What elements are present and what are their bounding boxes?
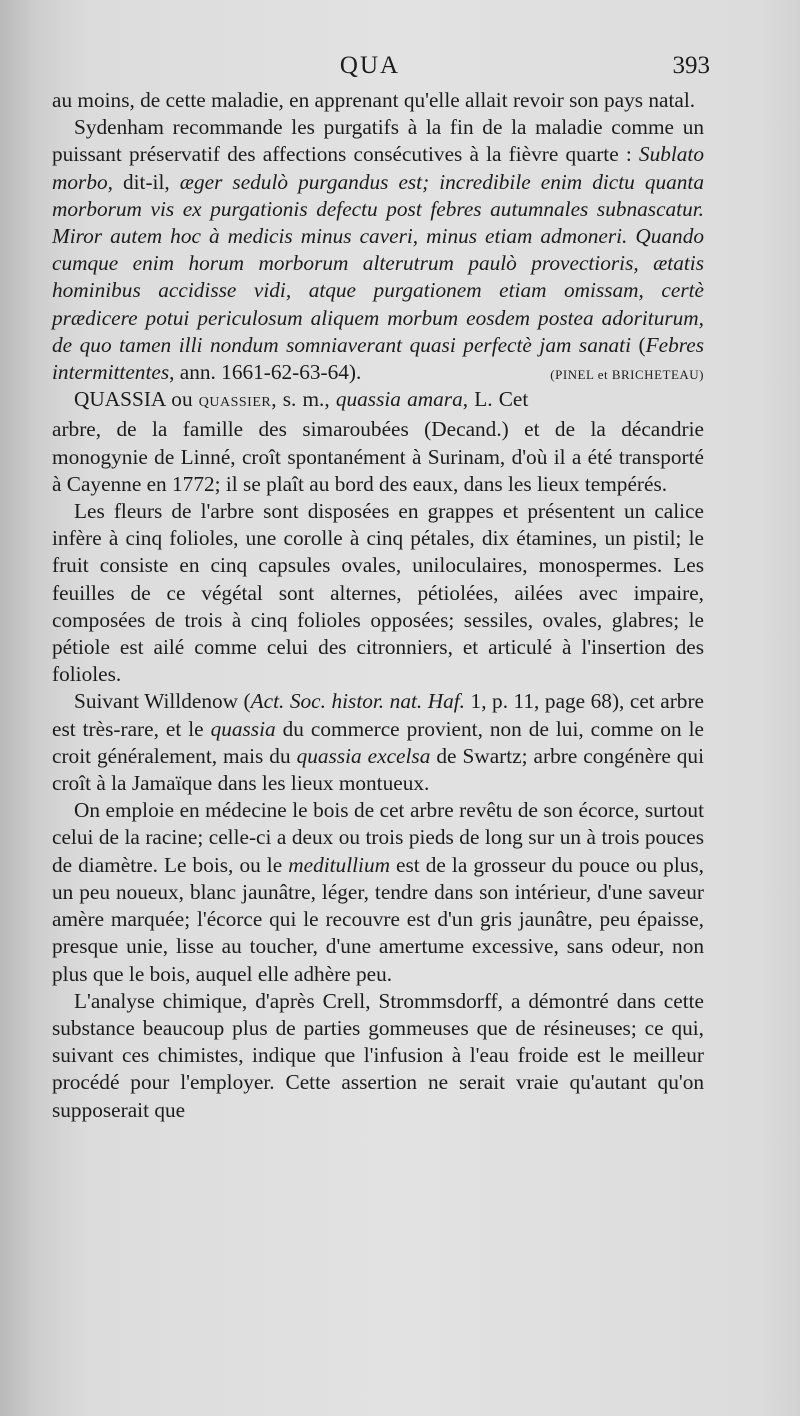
entry-variant: QUASSIER xyxy=(198,395,272,411)
paragraph-continuation xyxy=(52,87,704,114)
paragraph-text: Les fleurs de l'arbre sont disposées en grappes et présentent un calice infère à cinq folioles, une corolle à cinq pétales, dix étamines, un pistil; le fruit consiste en cinq capsules ovales, uniloculaires, monospermes. Les feuilles de ce végétal sont alternes, pétiolées, ailées avec impaire, composées de trois à cinq folioles opposées; sessiles, ovales, glabres; le pétiole est ailé comme celui des citronniers, et articulé à l'insertion des folioles. xyxy=(52,499,704,687)
latin-name: meditullium xyxy=(288,852,390,877)
paragraph-text: , s. m., xyxy=(271,387,336,412)
paragraph-text: de Swartz; arbre congénère qui croît à la Jamaïque dans les lieux montueux. xyxy=(52,743,704,796)
citation: Act. Soc. histor. nat. Haf. xyxy=(250,689,466,714)
paragraph-text: On emploie en médecine le bois de cet arbre revêtu de son écorce, surtout celui de la racine; celle-ci a deux ou trois pieds de long sur un à trois pouces de diamètre. Le bois, ou le xyxy=(52,798,704,877)
body-text xyxy=(52,87,704,1124)
citation: Febres intermittentes xyxy=(52,332,704,385)
paragraph-text: est de la grosseur du pouce ou plus, un peu noueux, blanc jaunâtre, léger, tendre dans son intérieur, d'une saveur amère marquée; l'écorce qui le recouvre est d'un gris jaunâtre, peu épaisse, presque unie, lisse au toucher, d'une amertume excessive, sans odeur, non plus que le bois, auquel elle adhère peu. xyxy=(52,852,705,986)
paragraph-text: du commerce provient, non de lui, comme on le croit généralement, mais du xyxy=(52,716,704,768)
paragraph-text: Sydenham recommande les purgatifs à la fin de la maladie comme un puissant préservatif des affections consécutives à la fièvre quarte : xyxy=(52,115,704,167)
paragraph-willdenow xyxy=(52,688,704,797)
paragraph-flowers xyxy=(52,498,704,688)
latin-name: quassia xyxy=(210,716,276,741)
entry-headword: QUASSIA xyxy=(74,387,166,412)
paragraph-text: L'analyse chimique, d'après Crell, Strommsdorff, a démontré dans cette substance beaucoup plus de parties gommeuses que de résineuses; ce qui, suivant ces chimistes, indique que l'infusion à l'eau froide est le meilleur procédé pour l'employer. Cette assertion ne serait vraie qu'autant qu'on supposerait que xyxy=(52,988,704,1122)
latin-name: quassia excelsa xyxy=(296,743,431,768)
paragraph-text: Suivant Willdenow ( xyxy=(74,689,251,714)
paragraph-text: ou xyxy=(165,387,199,412)
paragraph-text: , L. Cet arbre, de la famille des simaroubées (Decand.) et de la décandrie monogynie de Linné, croît spontanément à Surinam, d'où il a été transporté à Cayenne en 1772; il se plaît au bord des eaux, dans les lieux tempérés. xyxy=(52,387,704,496)
paragraph-text: 1, p. 11, page 68), cet arbre est très-rare, et le xyxy=(52,689,704,741)
page-header xyxy=(0,52,800,86)
paragraph-text: dit-il, xyxy=(112,169,180,194)
paragraph-text: au moins, de cette maladie, en apprenant qu'elle allait revoir son pays natal. xyxy=(52,88,696,112)
paragraph-sydenham xyxy=(52,114,704,386)
entry-quassia xyxy=(52,386,704,498)
author-signature: (PINEL et BRICHETEAU) xyxy=(550,367,704,383)
paragraph-analysis xyxy=(52,988,704,1124)
page-number: 393 xyxy=(672,52,710,79)
paragraph-text: , ann. 1661-62-63-64). xyxy=(169,360,362,385)
running-title: QUA xyxy=(339,52,401,79)
latin-quote: æger sedulò purgandus est; incredibile enim dictu quanta morborum vis ex purgationis defectu post febres autumnales subnascatur. Miror autem hoc à medicis minus caveri, minus etiam admoneri. Quando cumque enim horum morborum alterutrum paulò provectioris, ætatis hominibus accidisse vidi, atque purgationem etiam omissam, certè prædicere potui periculosum aliquem morbum eosdem postea adoriturum, de quo tamen illi nondum somniaverant quasi perfectè jam sanati xyxy=(52,169,704,357)
paragraph-usage xyxy=(52,797,704,987)
latin-quote: Sublato morbo, xyxy=(52,142,704,194)
paragraph-text: ( xyxy=(631,332,646,357)
latin-name: quassia amara xyxy=(335,387,463,412)
